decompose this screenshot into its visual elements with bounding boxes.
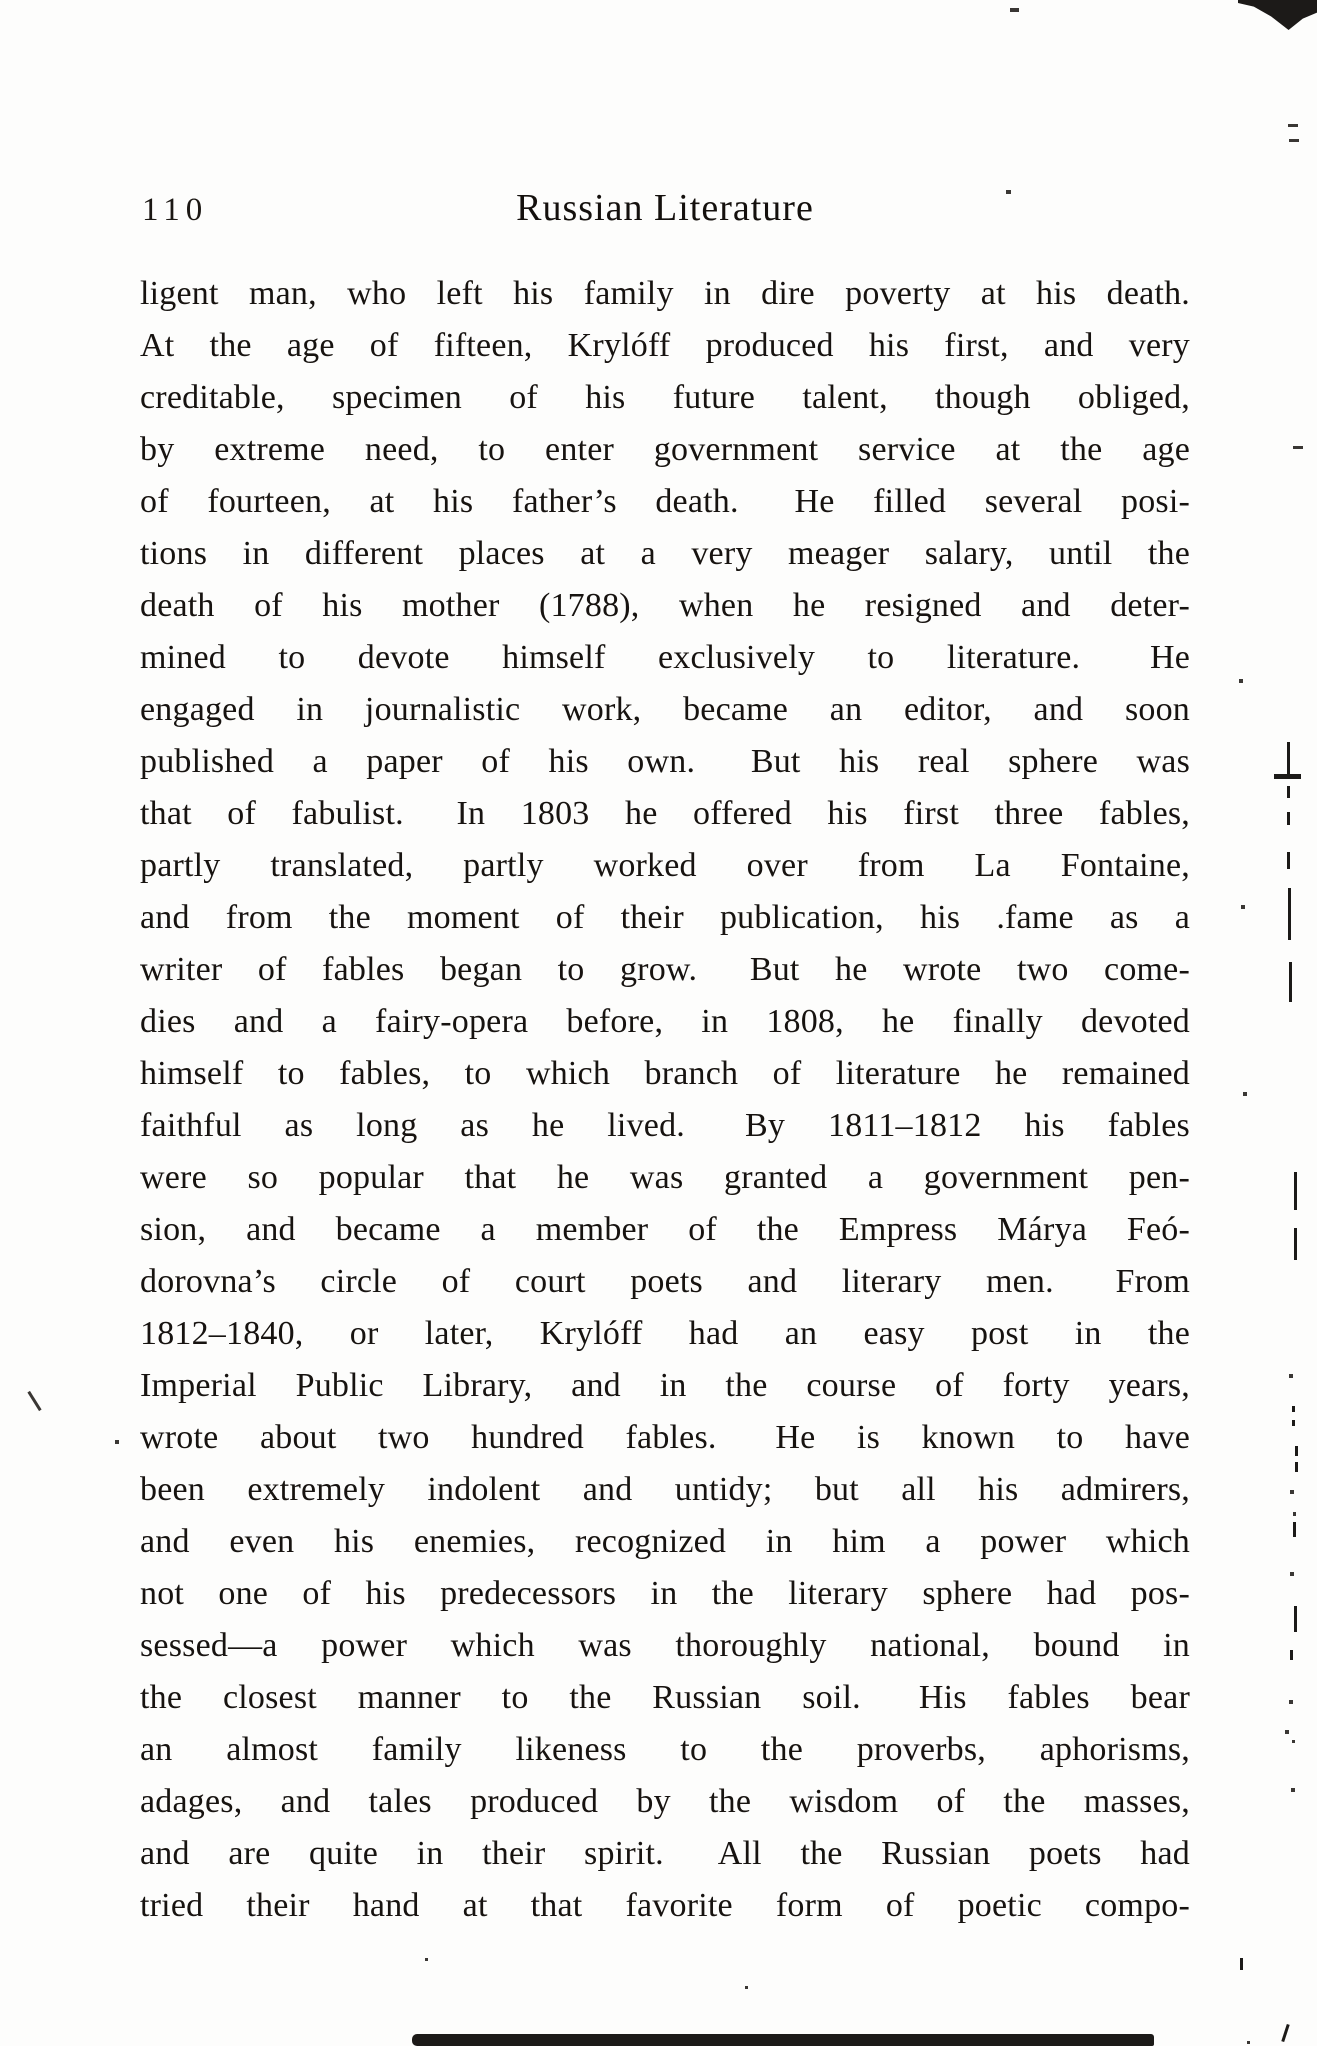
scan-speck	[1010, 8, 1019, 12]
margin-dash-mark	[1294, 1172, 1297, 1210]
margin-dash-mark	[1281, 2024, 1289, 2042]
page-title: Russian Literature	[516, 187, 814, 229]
text-line: 1812–1840, or later, Krylóff had an easy post in the	[140, 1315, 1190, 1352]
margin-dash-mark	[1294, 1228, 1297, 1260]
text-line: and from the moment of their publication, his .fame as a	[140, 899, 1190, 936]
text-line: of fourteen, at his father’s death. He filled several posi-	[140, 483, 1190, 520]
text-line: partly translated, partly worked over from La Fontaine,	[140, 847, 1190, 884]
scan-speck	[1247, 2041, 1250, 2044]
text-line: adages, and tales produced by the wisdom of the masses,	[140, 1783, 1190, 1820]
margin-dash-mark	[1287, 786, 1290, 798]
margin-dash-mark	[1292, 1420, 1295, 1426]
page-header	[140, 186, 1190, 236]
page-number: 110	[142, 192, 209, 228]
text-line: by extreme need, to enter government service at the age	[140, 431, 1190, 468]
text-line: an almost family likeness to the proverbs, aphorisms,	[140, 1731, 1190, 1768]
text-line: mined to devote himself exclusively to literature. He	[140, 639, 1190, 676]
scan-speck	[1239, 679, 1243, 683]
text-line: that of fabulist. In 1803 he offered his first three fables,	[140, 795, 1190, 832]
scan-speck	[1293, 1512, 1296, 1516]
text-line: not one of his predecessors in the literary sphere had pos-	[140, 1575, 1190, 1612]
scan-speck	[1291, 1788, 1295, 1792]
scan-speck	[115, 1440, 119, 1444]
scan-speck	[1290, 1490, 1294, 1494]
scan-speck	[1241, 905, 1245, 909]
margin-dash-mark	[1293, 1522, 1296, 1537]
margin-dash-mark	[1292, 1406, 1295, 1412]
text-line: dies and a fairy-opera before, in 1808, he finally devoted	[140, 1003, 1190, 1040]
scan-speck	[1285, 1730, 1289, 1734]
scan-speck	[1288, 124, 1298, 127]
scan-speck	[27, 1391, 41, 1411]
text-line: and even his enemies, recognized in him a power which	[140, 1523, 1190, 1560]
margin-dash-mark	[1295, 1462, 1298, 1472]
scan-speck	[1290, 1572, 1294, 1576]
scan-speck	[1289, 1700, 1293, 1704]
scan-speck	[1292, 1740, 1295, 1743]
scan-speck	[1006, 190, 1011, 194]
scan-speck	[1289, 1374, 1293, 1378]
text-line: faithful as long as he lived. By 1811–1812 his fables	[140, 1107, 1190, 1144]
scan-speck	[1243, 1092, 1247, 1096]
text-line: engaged in journalistic work, became an editor, and soon	[140, 691, 1190, 728]
text-line: wrote about two hundred fables. He is known to have	[140, 1419, 1190, 1456]
margin-dash-mark	[1287, 852, 1290, 869]
text-line: ligent man, who left his family in dire poverty at his death.	[140, 275, 1190, 312]
body-text	[140, 268, 1190, 1932]
text-line: published a paper of his own. But his real sphere was	[140, 743, 1190, 780]
margin-dash-mark	[1274, 774, 1301, 779]
text-line: been extremely indolent and untidy; but all his admirers,	[140, 1471, 1190, 1508]
scan-speck	[425, 1958, 428, 1961]
text-line: sessed—a power which was thoroughly national, bound in	[140, 1627, 1190, 1664]
text-line: sion, and became a member of the Empress Márya Feó-	[140, 1211, 1190, 1248]
text-line: Imperial Public Library, and in the course of forty years,	[140, 1367, 1190, 1404]
text-line: dorovna’s circle of court poets and literary men. From	[140, 1263, 1190, 1300]
margin-dash-mark	[1288, 888, 1291, 940]
text-line: tried their hand at that favorite form of poetic compo-	[140, 1887, 1190, 1924]
text-line: writer of fables began to grow. But he wrote two come-	[140, 951, 1190, 988]
text-line: tions in different places at a very meager salary, until the	[140, 535, 1190, 572]
text-line: himself to fables, to which branch of literature he remained	[140, 1055, 1190, 1092]
bottom-scan-bar	[412, 2034, 1154, 2046]
margin-dash-mark	[1290, 1650, 1293, 1660]
margin-dash-mark	[1287, 742, 1290, 774]
scan-speck	[745, 1986, 748, 1989]
torn-corner-mark	[1238, 0, 1317, 30]
text-line: were so popular that he was granted a government pen-	[140, 1159, 1190, 1196]
scan-speck	[1289, 139, 1299, 142]
margin-dash-mark	[1289, 962, 1292, 1002]
margin-dash-mark	[1294, 1606, 1297, 1632]
margin-dash-mark	[1287, 812, 1290, 825]
margin-dash-mark	[1240, 1958, 1243, 1970]
scan-speck	[1293, 446, 1303, 449]
text-line: At the age of fifteen, Krylóff produced his first, and very	[140, 327, 1190, 364]
text-line: creditable, specimen of his future talent, though obliged,	[140, 379, 1190, 416]
margin-dash-mark	[1295, 1446, 1298, 1456]
text-line: death of his mother (1788), when he resigned and deter-	[140, 587, 1190, 624]
text-line: the closest manner to the Russian soil. His fables bear	[140, 1679, 1190, 1716]
text-line: and are quite in their spirit. All the Russian poets had	[140, 1835, 1190, 1872]
